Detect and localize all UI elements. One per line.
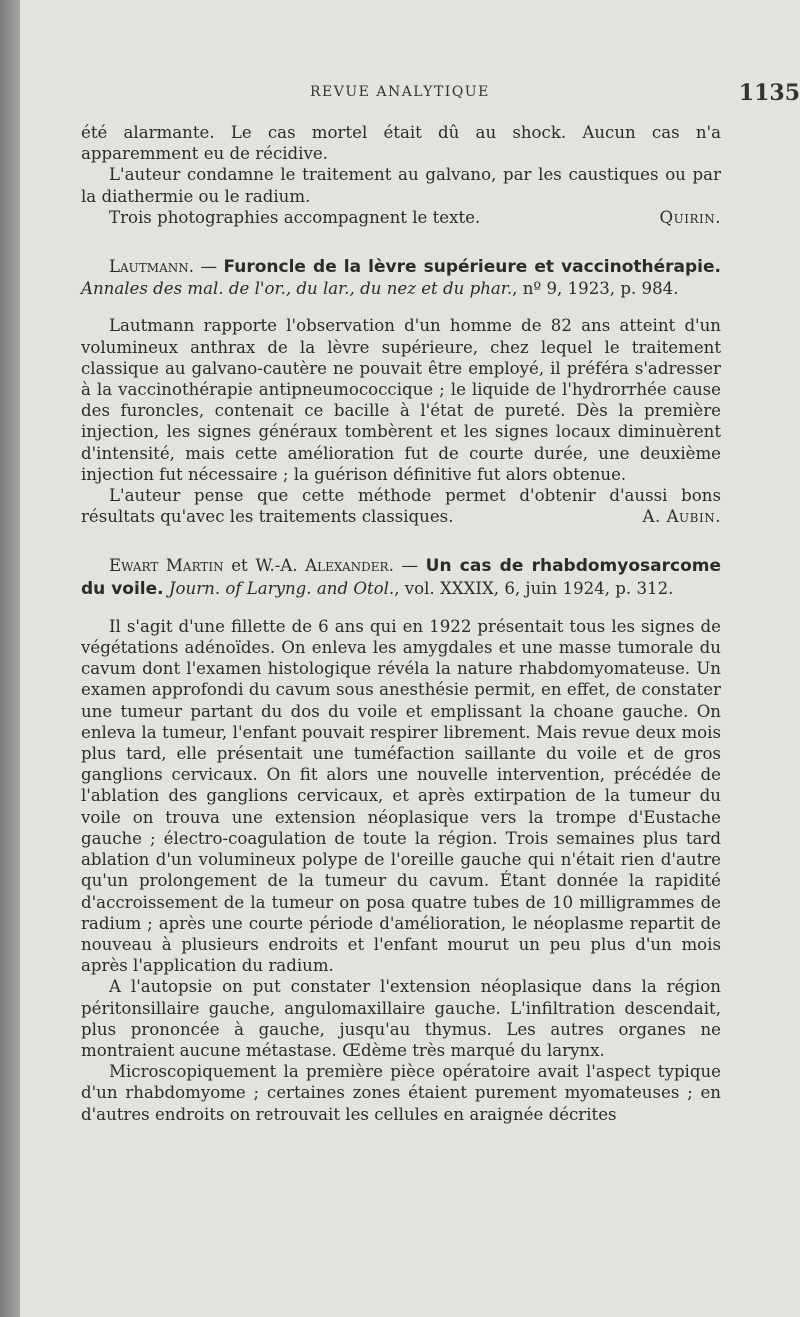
article2-title: Un cas de rhabdomyosarcome du voile. — [81, 556, 722, 599]
article1-title: Furoncle de la lèvre supérieure et vaccinothérapie. — [223, 257, 721, 278]
article2-and: et — [223, 556, 256, 576]
running-head-title: REVUE ANALYTIQUE — [310, 84, 490, 100]
journal-page — [20, 0, 800, 1317]
article1-journal: Annales des mal. de l'or., du lar., du nez et du phar. — [81, 279, 513, 299]
section1-paragraph-2: L'auteur condamne le traitement au galvano, par les caustiques ou par la diathermie ou le radium. — [81, 165, 721, 206]
article2-paragraph-2: A l'autopsie on put constater l'extension néoplasique dans la région péritonsillaire gauche, angulomaxillaire gauche. L'infiltration descendait, plus prononcée à gauche, jusqu'au thymus. Les autres organes ne montraient aucune métastase. Œdème très marqué du larynx. — [81, 977, 721, 1060]
article2-reference — [81, 555, 721, 599]
section1-paragraph-3 — [81, 207, 721, 228]
page-number: 1135 — [738, 80, 800, 106]
article2-author-1: Ewart Martin — [109, 556, 224, 576]
article2-author-2: W.-A. Alexander. — [255, 556, 394, 576]
article1-paragraph-2 — [81, 485, 721, 527]
article1-details: , nº 9, 1923, p. 984. — [512, 279, 679, 299]
article2-dash: — — [393, 556, 426, 576]
article1-dash: — — [194, 257, 224, 277]
article1-paragraph-2-text: L'auteur pense que cette méthode permet d'obtenir d'aussi bons résultats qu'avec les traitements classiques. — [81, 486, 721, 527]
article2-journal: Journ. of Laryng. and Otol. — [168, 578, 395, 598]
article2-paragraph-3: Microscopiquement la première pièce opératoire avait l'aspect typique d'un rhabdomyome ; certaines zones étaient purement myomateuses ; en d'autres endroits on retrouvait les cellules en araignée décrites — [81, 1062, 721, 1124]
section1-signature: Quirin. — [659, 207, 721, 227]
article1-author: Lautmann. — [109, 257, 195, 277]
running-head — [20, 80, 800, 110]
section1-paragraph-1: été alarmante. Le cas mortel était dû au shock. Aucun cas n'a apparemment eu de récidive. — [81, 123, 721, 164]
text-block — [81, 122, 721, 1125]
binding-edge — [0, 0, 20, 1317]
section1-paragraph-3-text: Trois photographies accompagnent le texte. — [109, 207, 481, 227]
article1-paragraph-1: Lautmann rapporte l'observation d'un homme de 82 ans atteint d'un volumineux anthrax de la lèvre supérieure, chez lequel le traitement classique au galvano-cautère ne pouvait être employé, il préféra s'adresser à la vaccinothérapie antipneumococcique ; le liquide de l'hydrorrhée cause des furoncles, contenait ce bacille à l'état de pureté. Dès la première injection, les signes généraux tombèrent et les signes locaux diminuèrent d'intensité, mais cette amélioration fut de courte durée, une deuxième injection fut nécessaire ; la guérison définitive fut alors obtenue. — [81, 316, 721, 484]
article1-reference — [81, 256, 721, 299]
article2-details: , vol. XXXIX, 6, juin 1924, p. 312. — [394, 578, 674, 598]
article2-paragraph-1: Il s'agit d'une fillette de 6 ans qui en 1922 présentait tous les signes de végétations adénoïdes. On enleva les amygdales et une masse tumorale du cavum dont l'examen histologique révéla la nature rhabdomyomateuse. Un examen approfondi du cavum sous anesthésie permit, en effet, de constater une tumeur partant du dos du voile et emplissant la choane gauche. On enleva la tumeur, l'enfant pouvait respirer librement. Mais revue deux mois plus tard, elle présentait une tuméfaction saillante du voile et de gros ganglions cervicaux. On fit alors une nouvelle intervention, précédée de l'ablation des ganglions cervicaux, et après extirpation de la tumeur du voile on trouva une extension néoplasique vers la trompe d'Eustache gauche ; électro-coagulation de toute la région. Trois semaines plus tard ablation d'un volumineux polype de l'oreille gauche qui n'était rien d'autre qu'un prolongement de la tumeur du cavum. Étant donnée la rapidité d'accroissement de la tumeur on posa quatre tubes de 10 milligrammes de radium ; après une courte période d'amélioration, le néoplasme repartit de nouveau à plusieurs endroits et l'enfant mourut un peu plus d'un mois après l'application du radium. — [81, 616, 721, 976]
article1-signature: A. Aubin. — [642, 507, 721, 527]
